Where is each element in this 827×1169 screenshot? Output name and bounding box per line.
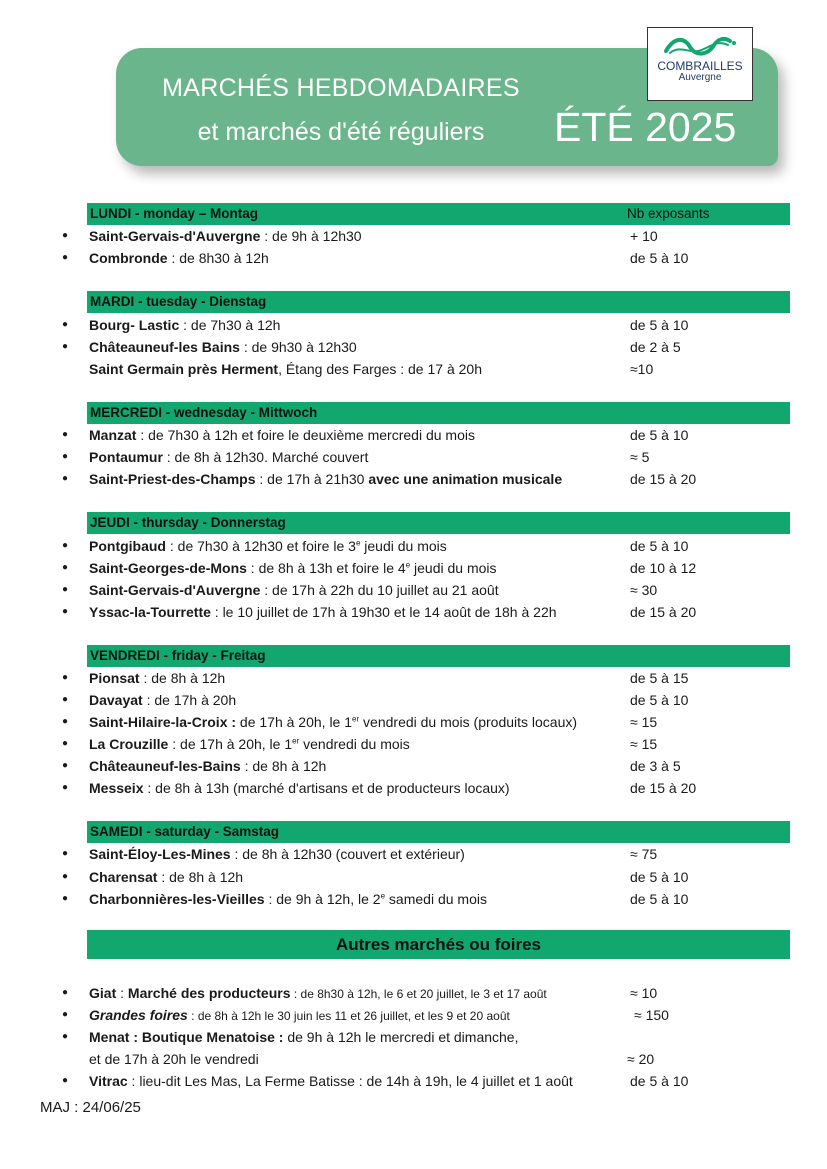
exhibitor-count: de 2 à 5	[630, 339, 681, 355]
market-detail: : de 8h à 12h30. Marché couvert	[162, 449, 369, 465]
ordinal-suffix: e	[355, 538, 361, 548]
bullet-icon: ●	[62, 1075, 69, 1086]
day-label: SAMEDI - saturday - Samstag	[90, 824, 280, 839]
bullet-icon: ●	[62, 672, 69, 683]
exhibitor-count: de 5 à 10	[630, 1073, 689, 1089]
bullet-icon: ●	[62, 230, 69, 241]
exhibitor-count: de 15 à 20	[630, 471, 697, 487]
bullet-icon: ●	[62, 987, 69, 998]
market-name: Vitrac	[89, 1073, 128, 1089]
market-row	[0, 755, 827, 777]
count-column-header: Nb exposants	[627, 206, 710, 221]
market-name: Grandes foires	[89, 1007, 188, 1023]
exhibitor-count: ≈ 10	[630, 985, 658, 1001]
market-detail: : de 8h à 12h	[157, 869, 244, 885]
combrailles-logo	[647, 27, 753, 101]
market-name: Charbonnières-les-Vieilles	[89, 891, 265, 907]
market-row	[0, 1070, 827, 1092]
market-detail: de 17h à 20h, le 1	[236, 714, 353, 730]
bullet-icon: ●	[62, 473, 69, 484]
day-label: JEUDI - thursday - Donnerstag	[90, 515, 286, 530]
exhibitor-count: + 10	[630, 228, 658, 244]
market-detail: : de 17h à 20h, le 1	[168, 736, 293, 752]
market-detail: : de 8h30 à 12h	[167, 250, 269, 266]
logo-name: COMBRAILLES	[657, 59, 743, 73]
market-row	[0, 888, 827, 910]
market-detail: jeudi du mois	[360, 538, 447, 554]
market-name: Menat : Boutique Menatoise :	[89, 1029, 284, 1045]
market-name: Bourg- Lastic	[89, 317, 180, 333]
exhibitor-count: ≈ 5	[630, 449, 650, 465]
other-markets-header: Autres marchés ou foires	[87, 930, 790, 959]
market-name: Saint-Gervais-d'Auvergne	[89, 582, 261, 598]
market-name: Châteauneuf-les-Bains	[89, 758, 241, 774]
day-header-tuesday	[87, 291, 790, 313]
market-detail: samedi du mois	[385, 891, 487, 907]
day-label: MARDI - tuesday - Dienstag	[90, 294, 267, 309]
exhibitor-count: de 5 à 10	[630, 250, 689, 266]
market-name: Combronde	[89, 250, 168, 266]
market-detail: : de 9h à 12h30	[260, 228, 362, 244]
bullet-icon: ●	[62, 540, 69, 551]
market-row	[0, 711, 827, 733]
bullet-icon: ●	[62, 694, 69, 705]
market-row	[0, 601, 827, 623]
market-detail: : de 7h30 à 12h et foire le deuxième mercredi du mois	[136, 427, 475, 443]
market-detail: jeudi du mois	[410, 560, 497, 576]
market-detail: : de 17h à 22h du 10 juillet au 21 août	[260, 582, 499, 598]
market-detail: : de 8h à 12h	[139, 670, 226, 686]
exhibitor-count: de 15 à 20	[630, 780, 697, 796]
market-row	[0, 557, 827, 579]
season-label: ÉTÉ 2025	[554, 104, 737, 150]
market-row	[0, 358, 827, 380]
bullet-icon: ●	[62, 606, 69, 617]
market-detail: de 9h à 12h le mercredi et dimanche,	[283, 1029, 519, 1045]
separator: :	[116, 985, 128, 1001]
ordinal-suffix: e	[380, 891, 386, 901]
bullet-icon: ●	[62, 584, 69, 595]
day-header-thursday	[87, 512, 790, 534]
bullet-icon: ●	[62, 319, 69, 330]
market-row	[0, 579, 827, 601]
market-detail: : de 17h à 20h	[142, 692, 237, 708]
market-row	[0, 535, 827, 557]
bullet-icon: ●	[62, 716, 69, 727]
day-header-friday	[87, 645, 790, 667]
market-name: Pionsat	[89, 670, 140, 686]
market-detail: : de 17h à 21h30	[255, 471, 369, 487]
ordinal-suffix: e	[405, 560, 411, 570]
market-row	[0, 468, 827, 490]
market-note: avec une animation musicale	[368, 471, 563, 487]
market-row	[0, 446, 827, 468]
market-row	[0, 843, 827, 865]
exhibitor-count: de 15 à 20	[630, 604, 697, 620]
bullet-icon: ●	[62, 341, 69, 352]
bullet-icon: ●	[62, 252, 69, 263]
exhibitor-count: ≈ 75	[630, 846, 658, 862]
market-detail: vendredi du mois	[299, 736, 410, 752]
exhibitor-count: ≈ 150	[634, 1007, 669, 1023]
market-row	[0, 733, 827, 755]
market-row	[0, 247, 827, 269]
market-name: Saint-Gervais-d'Auvergne	[89, 228, 261, 244]
day-header-monday	[87, 203, 790, 225]
market-detail: et de 17h à 20h le vendredi	[89, 1051, 259, 1067]
last-updated: MAJ : 24/06/25	[40, 1099, 141, 1116]
day-label: MERCREDI - wednesday - Mittwoch	[90, 405, 318, 420]
market-name: Giat	[89, 985, 117, 1001]
bullet-icon: ●	[62, 429, 69, 440]
market-detail: vendredi du mois (produits locaux)	[359, 714, 578, 730]
bullet-icon: ●	[62, 871, 69, 882]
market-row	[0, 336, 827, 358]
market-detail: : de 7h30 à 12h	[179, 317, 281, 333]
market-name: Saint-Éloy-Les-Mines	[89, 846, 231, 862]
page-title: MARCHÉS HEBDOMADAIRES	[162, 74, 520, 102]
market-row	[0, 777, 827, 799]
market-row	[0, 225, 827, 247]
exhibitor-count: de 5 à 10	[630, 427, 689, 443]
bullet-icon: ●	[62, 562, 69, 573]
exhibitor-count: ≈ 30	[630, 582, 658, 598]
exhibitor-count: ≈ 20	[627, 1051, 655, 1067]
market-detail: , Étang des Farges : de 17 à 20h	[278, 361, 482, 377]
market-detail: : de 9h30 à 12h30	[239, 339, 357, 355]
market-detail: : de 8h à 12h	[240, 758, 327, 774]
market-detail: : de 8h à 13h (marché d'artisans et de producteurs locaux)	[143, 780, 510, 796]
market-row	[0, 667, 827, 689]
market-row-continued	[0, 1048, 827, 1070]
market-row	[0, 314, 827, 336]
exhibitor-count: de 3 à 5	[630, 758, 681, 774]
market-detail: : lieu-dit Les Mas, La Ferme Batisse : de 14h à 19h, le 4 juillet et 1 août	[127, 1073, 573, 1089]
market-row	[0, 424, 827, 446]
market-subname: Marché des producteurs	[127, 985, 291, 1001]
bullet-icon: ●	[62, 848, 69, 859]
market-name: Yssac-la-Tourrette	[89, 604, 211, 620]
market-row	[0, 1026, 827, 1048]
market-name: Davayat	[89, 692, 143, 708]
exhibitor-count: de 10 à 12	[630, 560, 697, 576]
market-row	[0, 1004, 827, 1026]
wave-logo-icon	[660, 33, 740, 59]
market-name: Saint-Hilaire-la-Croix :	[89, 714, 237, 730]
market-row	[0, 689, 827, 711]
day-label: LUNDI - monday – Montag	[90, 206, 258, 221]
exhibitor-count: de 5 à 15	[630, 670, 689, 686]
market-name: Saint Germain près Herment	[89, 361, 279, 377]
market-name: Charensat	[89, 869, 158, 885]
market-detail: : de 8h à 13h et foire le 4	[246, 560, 406, 576]
bullet-icon: ●	[62, 760, 69, 771]
market-detail: : de 9h à 12h, le 2	[264, 891, 381, 907]
market-detail: : de 7h30 à 12h30 et foire le 3	[166, 538, 356, 554]
market-name: Pontgibaud	[89, 538, 166, 554]
exhibitor-count: ≈ 15	[630, 736, 658, 752]
market-name: La Crouzille	[89, 736, 169, 752]
exhibitor-count: de 5 à 10	[630, 891, 689, 907]
bullet-icon: ●	[62, 1031, 69, 1042]
day-label: VENDREDI - friday - Freitag	[90, 648, 266, 663]
market-detail: : de 8h à 12h le 30 juin les 11 et 26 juillet, et les 9 et 20 août	[187, 1009, 510, 1023]
exhibitor-count: de 5 à 10	[630, 538, 689, 554]
exhibitor-count: de 5 à 10	[630, 317, 689, 333]
market-row	[0, 866, 827, 888]
bullet-icon: ●	[62, 451, 69, 462]
ordinal-suffix: er	[292, 736, 300, 746]
market-name: Saint-Georges-de-Mons	[89, 560, 247, 576]
market-detail: : de 8h à 12h30 (couvert et extérieur)	[230, 846, 465, 862]
exhibitor-count: de 5 à 10	[630, 869, 689, 885]
market-name: Châteauneuf-les Bains	[89, 339, 240, 355]
market-detail: : le 10 juillet de 17h à 19h30 et le 14 août de 18h à 22h	[210, 604, 557, 620]
logo-region: Auvergne	[678, 72, 722, 83]
bullet-icon: ●	[62, 893, 69, 904]
exhibitor-count: ≈10	[630, 361, 654, 377]
market-name: Saint-Priest-des-Champs	[89, 471, 256, 487]
market-name: Manzat	[89, 427, 137, 443]
market-detail: : de 8h30 à 12h, le 6 et 20 juillet, le 3 et 17 août	[290, 987, 547, 1001]
bullet-icon: ●	[62, 738, 69, 749]
market-name: Pontaumur	[89, 449, 163, 465]
market-row	[0, 982, 827, 1004]
exhibitor-count: de 5 à 10	[630, 692, 689, 708]
bullet-icon: ●	[62, 782, 69, 793]
page-subtitle: et marchés d'été réguliers	[197, 118, 485, 146]
bullet-icon: ●	[62, 1009, 69, 1020]
market-name: Messeix	[89, 780, 144, 796]
day-header-saturday	[87, 821, 790, 843]
exhibitor-count: ≈ 15	[630, 714, 658, 730]
day-header-wednesday	[87, 402, 790, 424]
ordinal-suffix: er	[352, 714, 360, 724]
